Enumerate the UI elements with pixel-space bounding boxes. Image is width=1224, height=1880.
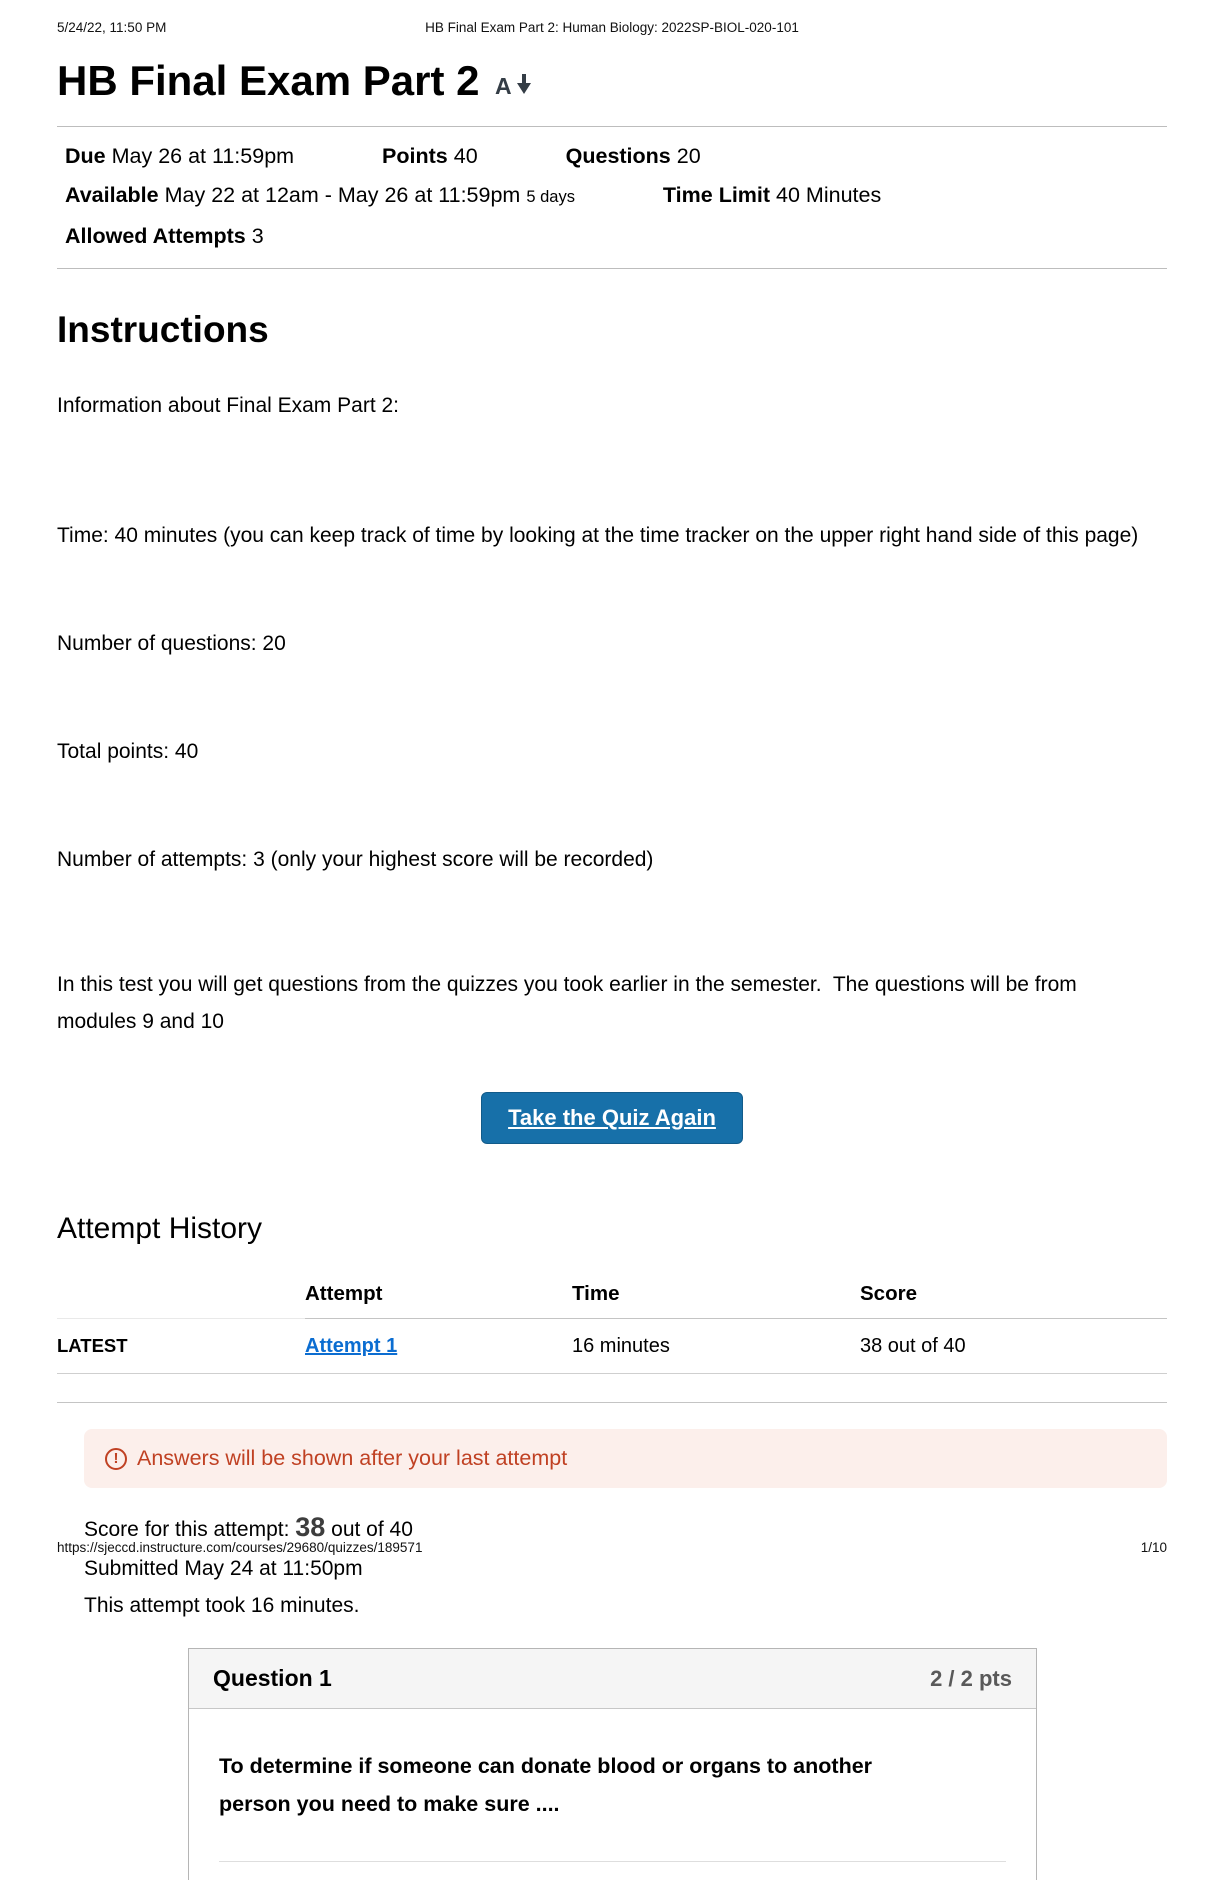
- instructions-detail-line: Number of questions: 20: [57, 632, 286, 655]
- instructions-detail-line: Total points: 40: [57, 740, 199, 763]
- take-quiz-again-button[interactable]: Take the Quiz Again: [481, 1092, 743, 1144]
- time-limit-value: 40 Minutes: [776, 183, 882, 207]
- meta-row-1: [65, 137, 1167, 176]
- print-footer: [57, 1540, 1167, 1555]
- read-aloud-icon[interactable]: [495, 70, 533, 98]
- duration-line: This attempt took 16 minutes.: [84, 1594, 360, 1617]
- points-value: 40: [453, 144, 478, 168]
- column-header-time: Time: [572, 1272, 860, 1319]
- question-header: [189, 1649, 1036, 1709]
- attempt-history-table: [57, 1272, 1167, 1374]
- quiz-title-text: HB Final Exam Part 2: [57, 57, 480, 104]
- button-row: [57, 1092, 1167, 1144]
- attempt-1-link[interactable]: Attempt 1: [305, 1335, 398, 1357]
- result-section: [84, 1429, 1167, 1618]
- warning-text: Answers will be shown after your last attempt: [137, 1446, 568, 1470]
- print-timestamp: 5/24/22, 11:50 PM: [57, 20, 167, 35]
- due-label: Due: [65, 144, 106, 168]
- allowed-attempts-label: Allowed Attempts: [65, 224, 246, 248]
- divider: [57, 268, 1167, 269]
- points-label: Points: [382, 144, 448, 168]
- divider: [57, 126, 1167, 127]
- meta-row-2: [65, 176, 1167, 217]
- instructions-note: In this test you will get questions from the quizzes you took earlier in the semester. The questions will be from modules 9 and 10: [57, 973, 1083, 1033]
- svg-text:A: A: [495, 73, 513, 98]
- footer-page-number: 1/10: [1140, 1540, 1167, 1555]
- submitted-line: Submitted May 24 at 11:50pm: [84, 1557, 363, 1580]
- attempt-history-heading: Attempt History: [57, 1212, 263, 1245]
- time-limit-label: Time Limit: [662, 183, 771, 207]
- instructions-heading: Instructions: [57, 309, 269, 350]
- question-box: [188, 1648, 1037, 1880]
- available-duration: 5 days: [526, 188, 575, 206]
- quiz-meta: [57, 137, 1167, 256]
- score-value: 38: [295, 1512, 326, 1542]
- questions-label: Questions: [565, 144, 671, 168]
- footer-url: https://sjeccd.instructure.com/courses/29680/quizzes/189571: [57, 1540, 423, 1555]
- question-body: [189, 1709, 1036, 1862]
- questions-value: 20: [676, 144, 701, 168]
- alert-icon: !: [105, 1448, 127, 1470]
- instructions-detail-line: Time: 40 minutes (you can keep track of time by looking at the time tracker on the upper right hand side of this page): [57, 524, 1139, 547]
- question-points: 2 / 2 pts: [930, 1665, 1012, 1691]
- meta-row-3: [65, 217, 1167, 256]
- instructions-detail-line: Number of attempts: 3 (only your highest score will be recorded): [57, 848, 654, 871]
- column-header-attempt: Attempt: [305, 1272, 572, 1319]
- column-header-blank: [57, 1272, 305, 1319]
- answers-divider: [219, 1861, 1006, 1862]
- latest-tag: LATEST: [57, 1319, 305, 1374]
- column-header-score: Score: [860, 1272, 1167, 1319]
- score-line: [84, 1512, 1167, 1543]
- instructions-intro: Information about Final Exam Part 2:: [57, 394, 399, 417]
- score-prefix: Score for this attempt:: [84, 1518, 290, 1541]
- question-text: To determine if someone can donate blood or organs to another person you need to make sure ....: [219, 1754, 873, 1816]
- available-value: May 22 at 12am - May 26 at 11:59pm: [164, 183, 521, 207]
- instructions-details: [57, 446, 1167, 950]
- table-cell-attempt: [305, 1319, 572, 1374]
- allowed-attempts-value: 3: [251, 224, 264, 248]
- score-suffix: out of 40: [331, 1518, 413, 1541]
- divider: [57, 1402, 1167, 1403]
- table-cell-score: 38 out of 40: [860, 1319, 1167, 1374]
- due-value: May 26 at 11:59pm: [111, 144, 295, 168]
- warning-banner: [84, 1429, 1167, 1488]
- available-label: Available: [65, 183, 159, 207]
- print-document-title: HB Final Exam Part 2: Human Biology: 2022SP-BIOL-020-101: [425, 20, 799, 35]
- question-title: Question 1: [213, 1665, 332, 1691]
- table-cell-time: 16 minutes: [572, 1319, 860, 1374]
- page-title: [57, 57, 1167, 104]
